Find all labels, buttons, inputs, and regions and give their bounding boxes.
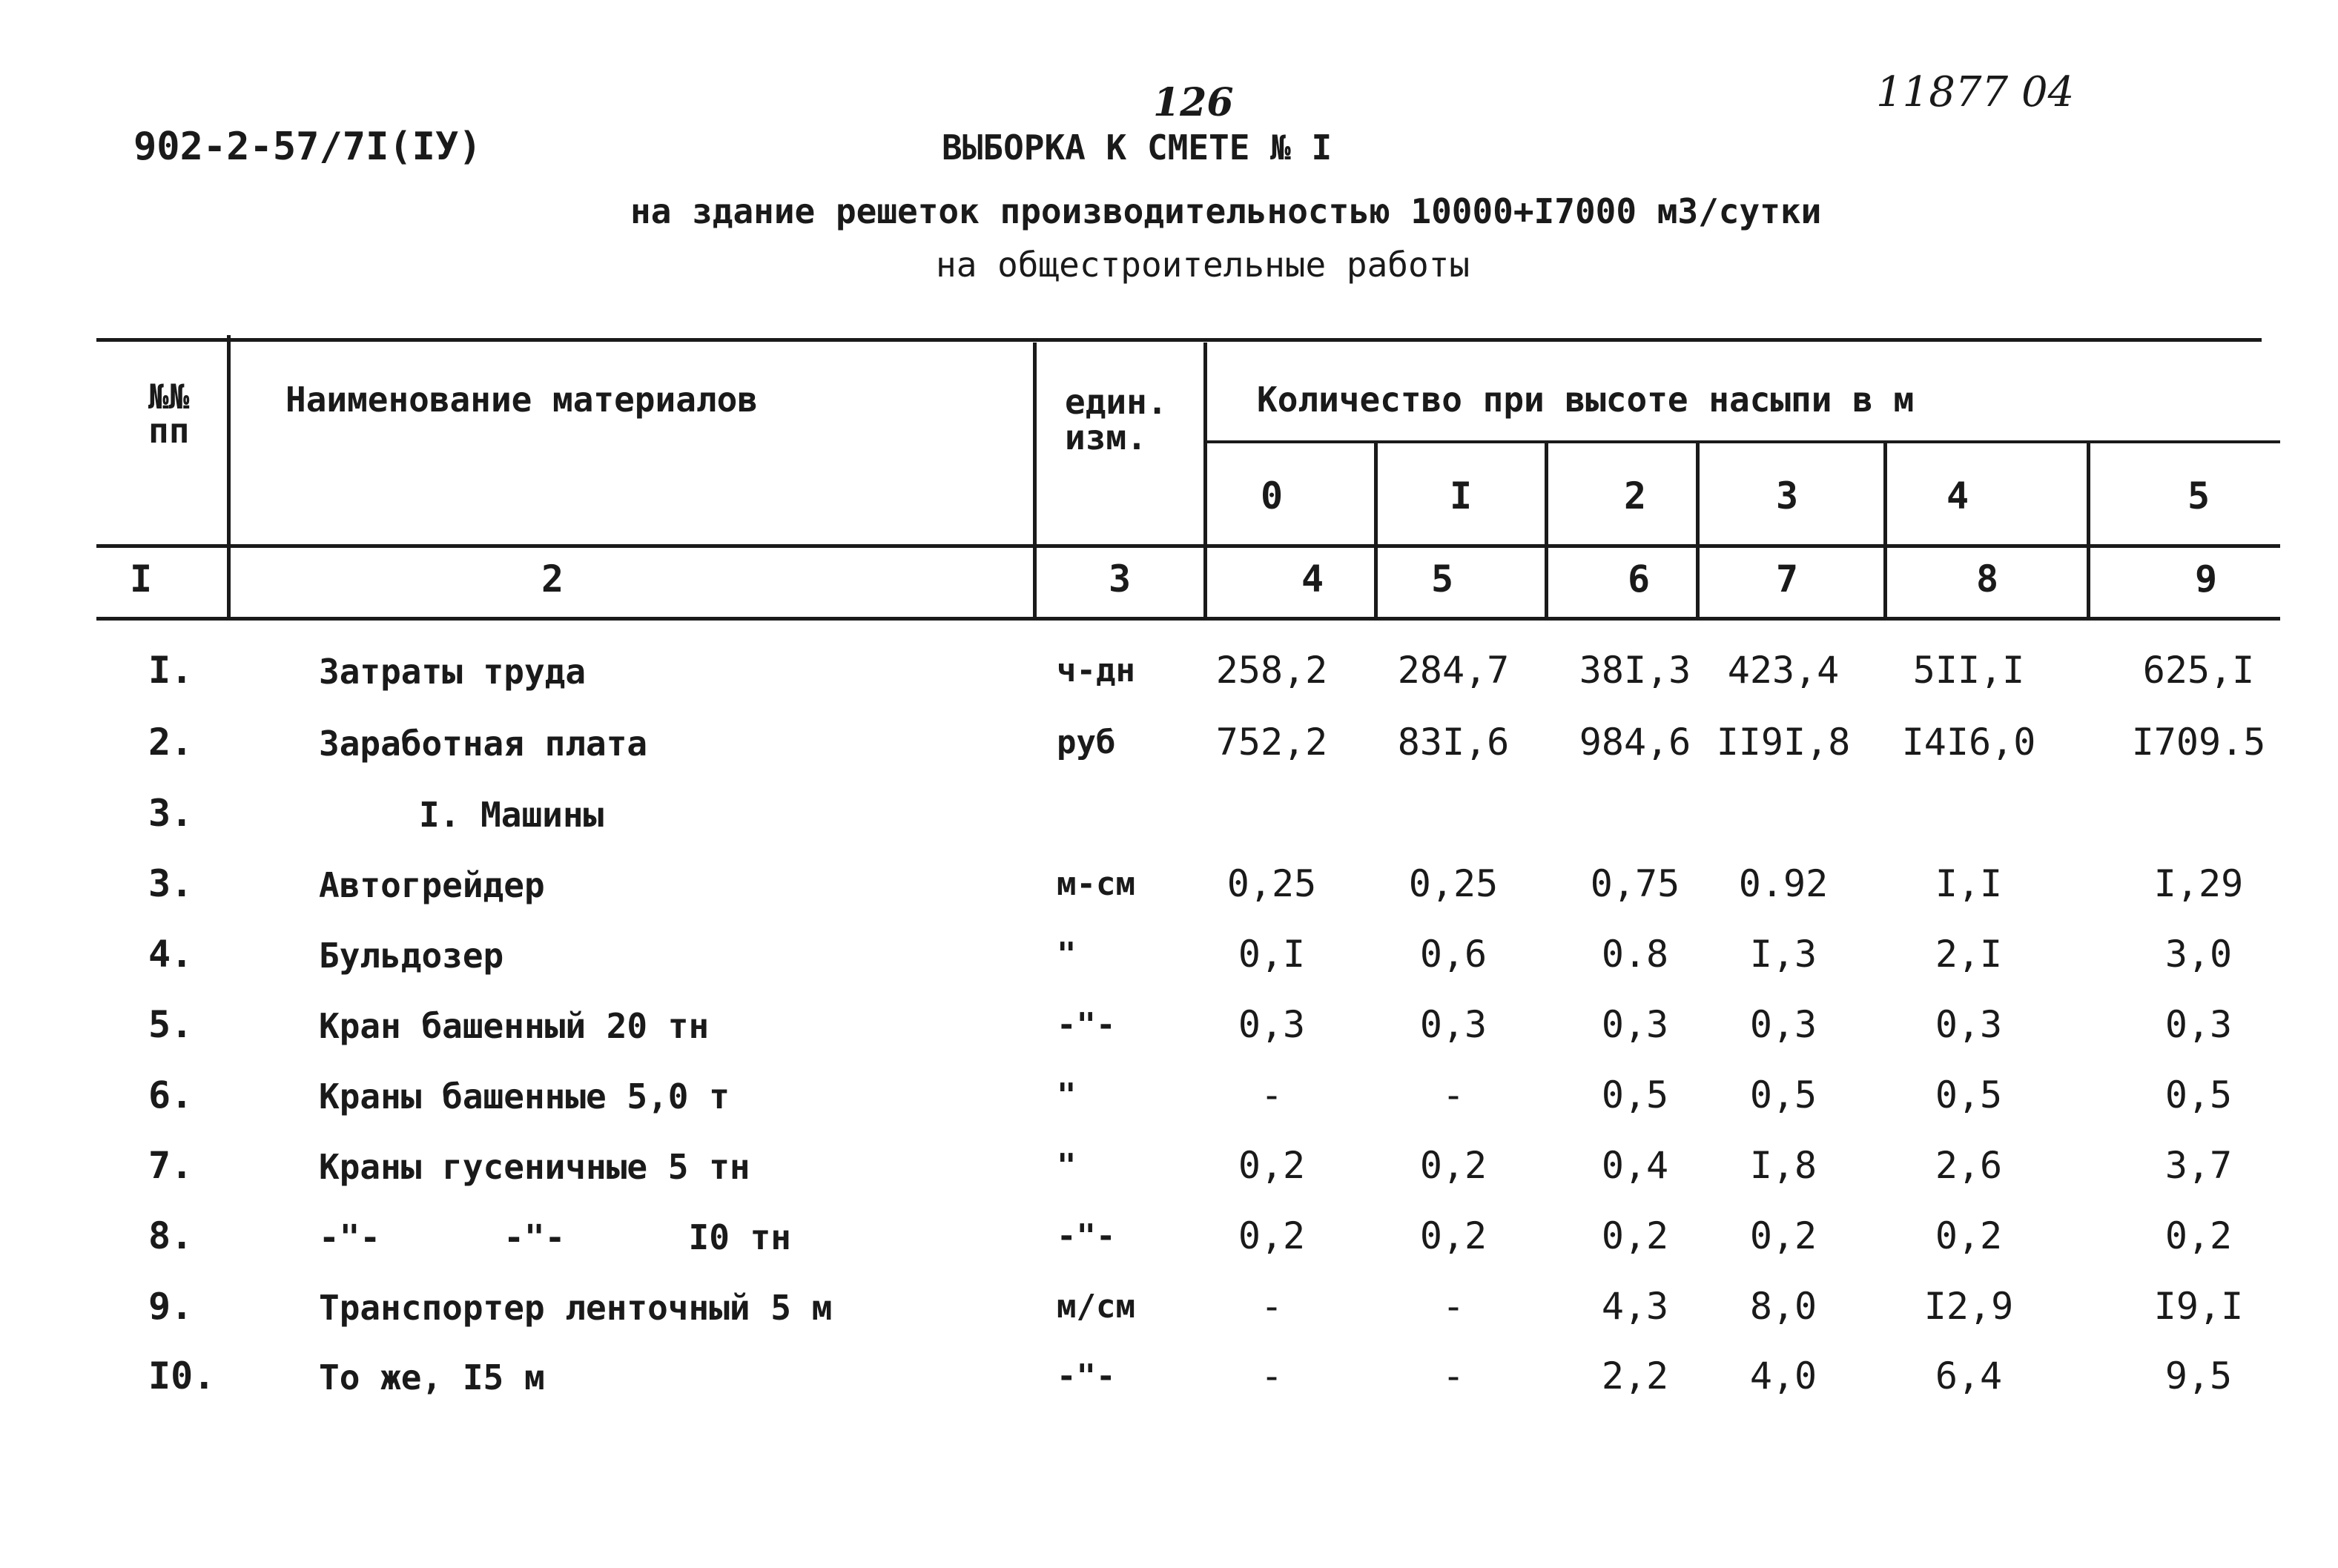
quantity-value: 752,2 — [1215, 721, 1328, 764]
material-name: Кран башенный 20 тн — [319, 1006, 710, 1046]
row-number: 6. — [148, 1074, 194, 1117]
quantity-value: 0,25 — [1226, 862, 1317, 905]
quantity-value: 4,3 — [1601, 1285, 1669, 1328]
quantity-value: 2,2 — [1601, 1354, 1669, 1397]
column-number: 8 — [1975, 558, 1999, 601]
quantity-value: 0,75 — [1590, 862, 1680, 905]
quantity-value: 0,I — [1238, 933, 1306, 976]
quantity-value: 284,7 — [1397, 649, 1510, 692]
quantity-value: 0,2 — [1419, 1144, 1487, 1187]
material-name: I. Машины — [419, 795, 604, 835]
quantity-value: 4,0 — [1749, 1354, 1817, 1397]
material-name: Заработная плата — [319, 724, 648, 764]
col-divider-5 — [1545, 440, 1548, 621]
material-name: Автогрейдер — [319, 865, 545, 905]
quantity-value: 0,5 — [1749, 1074, 1817, 1117]
document-subtitle-line2: на общестроительные работы — [936, 245, 1470, 285]
header-quantity: Количество при высоте насыпи в м — [1257, 380, 1915, 420]
document-title: ВЫБОРКА К СМЕТЕ № I — [942, 128, 1333, 168]
unit: " — [1057, 1147, 1077, 1185]
row-number: 7. — [148, 1144, 194, 1187]
unit: м/см — [1057, 1288, 1135, 1326]
col-divider-8 — [2087, 440, 2090, 621]
row-number: 3. — [148, 792, 194, 835]
quantity-value: 0,25 — [1408, 862, 1499, 905]
column-number: 9 — [2194, 558, 2218, 601]
quantity-value: 0,3 — [1601, 1003, 1669, 1046]
quantity-value: 423,4 — [1727, 649, 1840, 692]
material-name: То же, I5 м — [319, 1357, 545, 1397]
unit: -"- — [1057, 1006, 1116, 1044]
material-name: Транспортер ленточный 5 м — [319, 1288, 833, 1328]
material-name: Краны гусеничные 5 тн — [319, 1147, 750, 1187]
header-bottom-line — [96, 544, 2280, 548]
material-name: Краны башенные 5,0 т — [319, 1076, 730, 1117]
quantity-value: 8,0 — [1749, 1285, 1817, 1328]
quantity-value: 0,2 — [1419, 1214, 1487, 1257]
quantity-value: 0,3 — [1419, 1003, 1487, 1046]
quantity-value: II9I,8 — [1716, 721, 1851, 764]
row-number: I0. — [148, 1354, 216, 1397]
document-subtitle-line1: на здание решеток производительностью 10000+I7000 м3/сутки — [630, 191, 1822, 231]
quantity-value: 0,2 — [2164, 1214, 2233, 1257]
page-number: 126 — [1153, 80, 1234, 125]
quantity-value: - — [1260, 1354, 1284, 1397]
height-value: 5 — [2187, 474, 2210, 517]
quantity-value: 0,2 — [1601, 1214, 1669, 1257]
height-value: 4 — [1946, 474, 1969, 517]
column-numbers-bottom-line — [96, 617, 2280, 621]
quantity-value: I709.5 — [2131, 721, 2266, 764]
column-number: I — [129, 558, 153, 601]
quantity-value: 0,2 — [1238, 1214, 1306, 1257]
quantity-value: 984,6 — [1579, 721, 1691, 764]
quantity-value: I4I6,0 — [1901, 721, 2036, 764]
document-code: 902-2-57/7I(IУ) — [133, 125, 482, 169]
quantity-value: 0,3 — [2164, 1003, 2233, 1046]
column-number: 7 — [1775, 558, 1799, 601]
height-value: 3 — [1775, 474, 1799, 517]
height-value: 0 — [1260, 474, 1284, 517]
row-number: 9. — [148, 1285, 194, 1328]
col-divider-7 — [1883, 440, 1887, 621]
quantity-value: I,I — [1935, 862, 2003, 905]
quantity-value: - — [1442, 1354, 1465, 1397]
quantity-value: I,29 — [2153, 862, 2244, 905]
column-number: 2 — [541, 558, 564, 601]
column-number: 6 — [1627, 558, 1651, 601]
row-number: 2. — [148, 721, 194, 764]
table-top-line — [96, 338, 2262, 342]
quantity-value: 0.8 — [1601, 933, 1669, 976]
row-number: 4. — [148, 933, 194, 976]
quantity-value: 3,0 — [2164, 933, 2233, 976]
quantity-value: - — [1442, 1074, 1465, 1117]
quantity-value: 83I,6 — [1397, 721, 1510, 764]
quantity-value: 625,I — [2142, 649, 2255, 692]
header-unit: един. изм. — [1065, 382, 1168, 457]
unit: руб — [1057, 724, 1116, 761]
unit: " — [1057, 1076, 1077, 1114]
header-material-name: Наименование материалов — [285, 380, 758, 420]
material-name: -"- -"- I0 тн — [319, 1217, 791, 1257]
quantity-value: 6,4 — [1935, 1354, 2003, 1397]
quantity-value: 0,3 — [1935, 1003, 2003, 1046]
quantity-value: 0.92 — [1738, 862, 1829, 905]
material-name: Бульдозер — [319, 936, 504, 976]
column-number: 4 — [1301, 558, 1324, 601]
quantity-value: 3,7 — [2164, 1144, 2233, 1187]
quantity-value: I2,9 — [1923, 1285, 2014, 1328]
quantity-value: 0,2 — [1238, 1144, 1306, 1187]
quantity-value: 0,5 — [1601, 1074, 1669, 1117]
row-number: 8. — [148, 1214, 194, 1257]
unit: " — [1057, 936, 1077, 973]
quantity-value: - — [1442, 1285, 1465, 1328]
quantity-value: 0,3 — [1238, 1003, 1306, 1046]
row-number: 5. — [148, 1003, 194, 1046]
quantity-value: 258,2 — [1215, 649, 1328, 692]
row-number: I. — [148, 649, 194, 692]
material-name: Затраты труда — [319, 652, 587, 692]
quantity-value: 2,6 — [1935, 1144, 2003, 1187]
archive-number: 11877 04 — [1876, 68, 2075, 116]
unit: ч-дн — [1057, 652, 1135, 689]
quantity-value: 9,5 — [2164, 1354, 2233, 1397]
quantity-value: 0,6 — [1419, 933, 1487, 976]
row-number: 3. — [148, 862, 194, 905]
quantity-value: - — [1260, 1074, 1284, 1117]
quantity-value: 5II,I — [1912, 649, 2025, 692]
header-row-number: №№ пп — [148, 377, 190, 451]
unit: м-см — [1057, 865, 1135, 903]
quantity-value: I,3 — [1749, 933, 1817, 976]
quantity-value: I9,I — [2153, 1285, 2244, 1328]
quantity-value: 2,I — [1935, 933, 2003, 976]
quantity-value: 0,5 — [1935, 1074, 2003, 1117]
height-value: I — [1449, 474, 1473, 517]
column-number: 5 — [1430, 558, 1454, 601]
unit: -"- — [1057, 1357, 1116, 1395]
column-number: 3 — [1108, 558, 1132, 601]
heights-divider-line — [1205, 440, 2280, 443]
quantity-value: 38I,3 — [1579, 649, 1691, 692]
quantity-value: 0,2 — [1935, 1214, 2003, 1257]
unit: -"- — [1057, 1217, 1116, 1255]
quantity-value: 0,3 — [1749, 1003, 1817, 1046]
quantity-value: - — [1260, 1285, 1284, 1328]
quantity-value: 0,5 — [2164, 1074, 2233, 1117]
height-value: 2 — [1623, 474, 1647, 517]
quantity-value: 0,4 — [1601, 1144, 1669, 1187]
quantity-value: I,8 — [1749, 1144, 1817, 1187]
quantity-value: 0,2 — [1749, 1214, 1817, 1257]
